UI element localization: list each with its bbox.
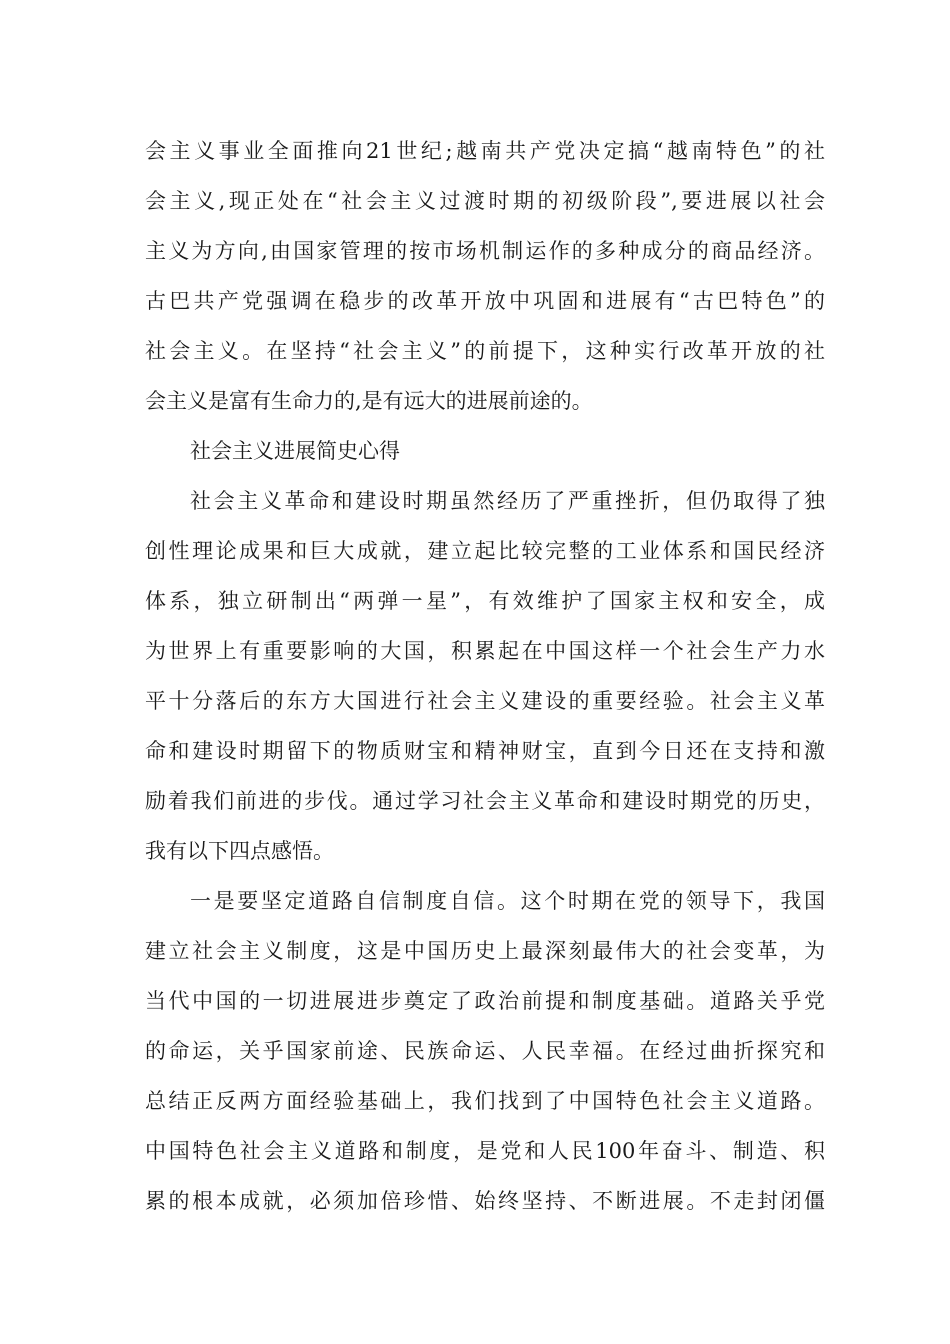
- text-line: 会主义事业全面推向21世纪;越南共产党决定搞“越南特色”的社: [145, 139, 825, 163]
- text-line: 社会主义革命和建设时期虽然经历了严重挫折，但仍取得了独: [190, 489, 825, 513]
- text-line: 古巴共产党强调在稳步的改革开放中巩固和进展有“古巴特色”的: [145, 289, 825, 313]
- text-line: 的命运，关乎国家前途、民族命运、人民幸福。在经过曲折探究和: [145, 1039, 825, 1063]
- text-line: 命和建设时期留下的物质财宝和精神财宝，直到今日还在支持和激: [145, 739, 825, 763]
- text-line: 建立社会主义制度，这是中国历史上最深刻最伟大的社会变革，为: [145, 939, 825, 963]
- text-line: 总结正反两方面经验基础上，我们找到了中国特色社会主义道路。: [145, 1089, 825, 1113]
- text-line: 平十分落后的东方大国进行社会主义建设的重要经验。社会主义革: [145, 689, 825, 713]
- text-line: 一是要坚定道路自信制度自信。这个时期在党的领导下，我国: [190, 889, 825, 913]
- text-line: 社会主义。在坚持“社会主义”的前提下，这种实行改革开放的社: [145, 339, 825, 363]
- section-heading: 社会主义进展简史心得: [190, 439, 400, 463]
- text-line: 为世界上有重要影响的大国，积累起在中国这样一个社会生产力水: [145, 639, 825, 663]
- text-line: 励着我们前进的步伐。通过学习社会主义革命和建设时期党的历史，: [145, 789, 825, 813]
- text-line: 累的根本成就，必须加倍珍惜、始终坚持、不断进展。不走封闭僵: [145, 1189, 825, 1213]
- text-line: 中国特色社会主义道路和制度，是党和人民100年奋斗、制造、积: [145, 1139, 825, 1163]
- text-line: 主义为方向,由国家管理的按市场机制运作的多种成分的商品经济。: [145, 239, 825, 263]
- text-line: 当代中国的一切进展进步奠定了政治前提和制度基础。道路关乎党: [145, 989, 825, 1013]
- text-line: 会主义是富有生命力的,是有远大的进展前途的。: [145, 389, 593, 413]
- text-line: 我有以下四点感悟。: [145, 839, 334, 863]
- text-line: 会主义,现正处在“社会主义过渡时期的初级阶段”,要进展以社会: [145, 189, 825, 213]
- text-line: 体系，独立研制出“两弹一星”，有效维护了国家主权和安全，成: [145, 589, 825, 613]
- text-line: 创性理论成果和巨大成就，建立起比较完整的工业体系和国民经济: [145, 539, 825, 563]
